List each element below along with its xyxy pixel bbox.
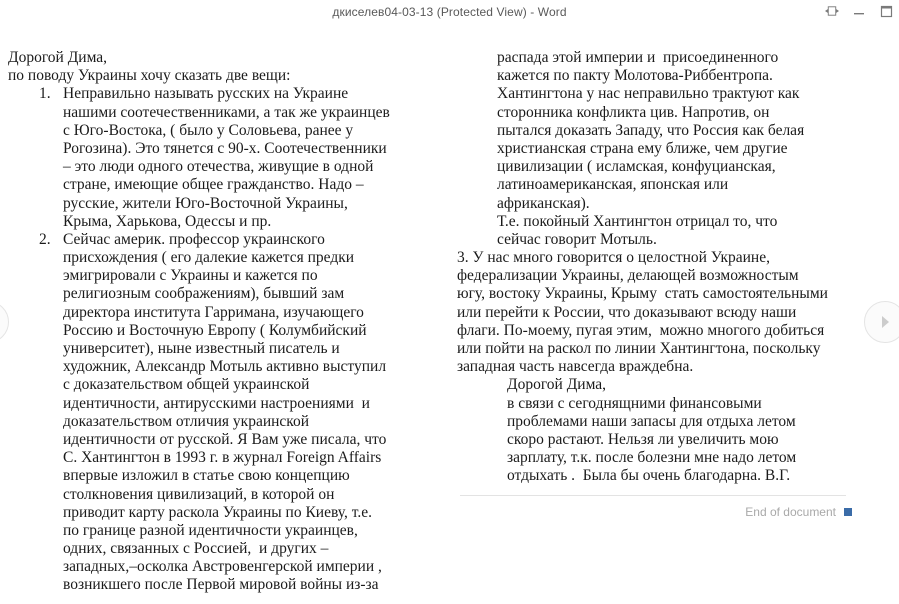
right-arrow-icon [877, 314, 893, 330]
text-line: идентичности от русской. Я Вам уже писала, что [63, 430, 387, 448]
text-line: 3. У нас много говорится о целостной Украине, [457, 249, 770, 267]
text-line: с Юго-Востока, ( было у Соловьева, ранее у [63, 121, 354, 139]
text-line: по поводу Украины хочу сказать две вещи: [8, 67, 291, 85]
text-line: скоро растают. Нельзя ли увеличить мою [507, 430, 779, 448]
text-line: нашими соотечественниками, а так же украинцев [63, 103, 390, 121]
window-title: дкиселев04-03-13 (Protected View) - Word [332, 5, 567, 19]
end-of-document-square-icon [844, 508, 852, 516]
text-line: столкновения цивилизаций, в которой он [63, 485, 335, 503]
text-line: Крыма, Харькова, Одессы и пр. [63, 212, 272, 230]
text-line: латиноамериканская, японская или [497, 176, 729, 194]
text-line: федерализации Украины, делающей возможностым [457, 267, 799, 285]
text-line: африканская). [497, 194, 590, 212]
text-line: одних, связанных с Россией, и других – [63, 540, 329, 558]
list-number: 2. [39, 230, 51, 248]
text-line: приводит карту раскола Украины по Киеву, т.е. [63, 503, 372, 521]
fullscreen-toggle-icon[interactable] [823, 3, 841, 19]
text-line: зарплату, т.к. после болезни мне надо летом [507, 449, 797, 467]
text-line: эмигрировали с Украины и кажется по [63, 267, 318, 285]
text-line: Т.е. покойный Хантингтон отрицал то, что [497, 212, 778, 230]
text-line: Хантингтона у нас неправильно трактуют как [497, 85, 800, 103]
text-line: распада этой империи и присоединенного [497, 49, 779, 66]
text-line: присхождения ( его далекие кажется предки [63, 249, 355, 267]
text-line: сторонника конфликта цив. Напротив, он [497, 103, 770, 121]
text-line: отдыхать . Была бы очень благодарна. В.Г. [507, 467, 791, 485]
expand-box-arrows-icon [825, 5, 839, 17]
text-line: университет), ныне известный писатель и [63, 340, 340, 357]
text-line: или перейти к России, что доказывают всюду наши [457, 303, 797, 321]
text-line: христианская страна ему ближе, чем другие [497, 139, 788, 157]
page-1 [8, 49, 452, 595]
text-line: стране, имеющие общее гражданство. Надо – [63, 176, 364, 194]
text-line: флаги. По-моему, пугая этим, можно многого добиться [457, 321, 825, 339]
text-line: западная часть навсегда враждебна. [457, 358, 694, 376]
text-line: идентичности, антирусскими настроениями и [63, 394, 370, 412]
title-bar [0, 0, 899, 26]
text-line: возникшего после Первой мировой войны из-за [63, 576, 379, 594]
text-line: кажется по пакту Молотова-Риббентропа. [497, 67, 773, 85]
text-line: пытался доказать Западу, что Россия как белая [497, 121, 805, 139]
maximize-icon [880, 5, 893, 18]
text-line: религиозным соображениям), бывший зам [63, 285, 345, 303]
end-of-document-label [460, 505, 852, 519]
maximize-button[interactable] [877, 3, 895, 19]
text-line: русские, жители Юго-Восточной Украины, [63, 194, 348, 212]
text-line: впервые изложил в статье свою концепцию [63, 467, 350, 485]
next-page-button[interactable] [864, 301, 899, 343]
text-line: с доказательством общей украинской [63, 376, 310, 394]
text-line: доказательством отличия украинской [63, 412, 310, 430]
page-2 [457, 49, 877, 486]
text-line: Дорогой Дима, [507, 376, 607, 394]
text-line: в связи с сегоднящними финансовыми [507, 394, 762, 412]
text-line: 2. Сейчас америк. профессор украинского [39, 230, 325, 248]
text-line: директора института Гарримана, изучающего [63, 303, 364, 321]
text-line: художник, Александр Мотыль активно выступил [63, 358, 387, 376]
text-line: югу, востоку Украины, Крыму стать самостоятельными [457, 285, 828, 303]
text-line: – это люди одного отечества, живущие в одной [63, 158, 374, 176]
text-line: Россию и Восточную Европу ( Колумбийский [63, 321, 367, 339]
text-line: цивилизации ( исламская, конфуцианская, [497, 158, 776, 176]
text-line: западных,–осколка Австровенгерской империи , [63, 558, 382, 576]
list-number: 1. [39, 85, 51, 103]
minimize-button[interactable] [850, 3, 868, 19]
text-line: проблемами наши запасы для отдыха летом [507, 412, 796, 430]
minimize-icon [853, 5, 865, 17]
text-line: Рогозина). Это тянется с 90-х. Соотечественники [63, 139, 387, 157]
text-line: Дорогой Дима, [8, 49, 108, 66]
text-line: сейчас говорит Мотыль. [497, 230, 657, 248]
text-line: С. Хантингтон в 1993 г. в журнал Foreign Affairs [63, 449, 382, 467]
text-line: 1. Неправильно называть русских на Украине [39, 85, 349, 103]
text-line: по границе разной идентичности украинцев, [63, 521, 358, 539]
end-of-document-text: End of document [745, 505, 836, 519]
window-controls [823, 3, 899, 19]
end-of-document-divider [460, 495, 846, 496]
text-line: или пойти на раскол по линии Хантингтона, поскольку [457, 340, 821, 357]
